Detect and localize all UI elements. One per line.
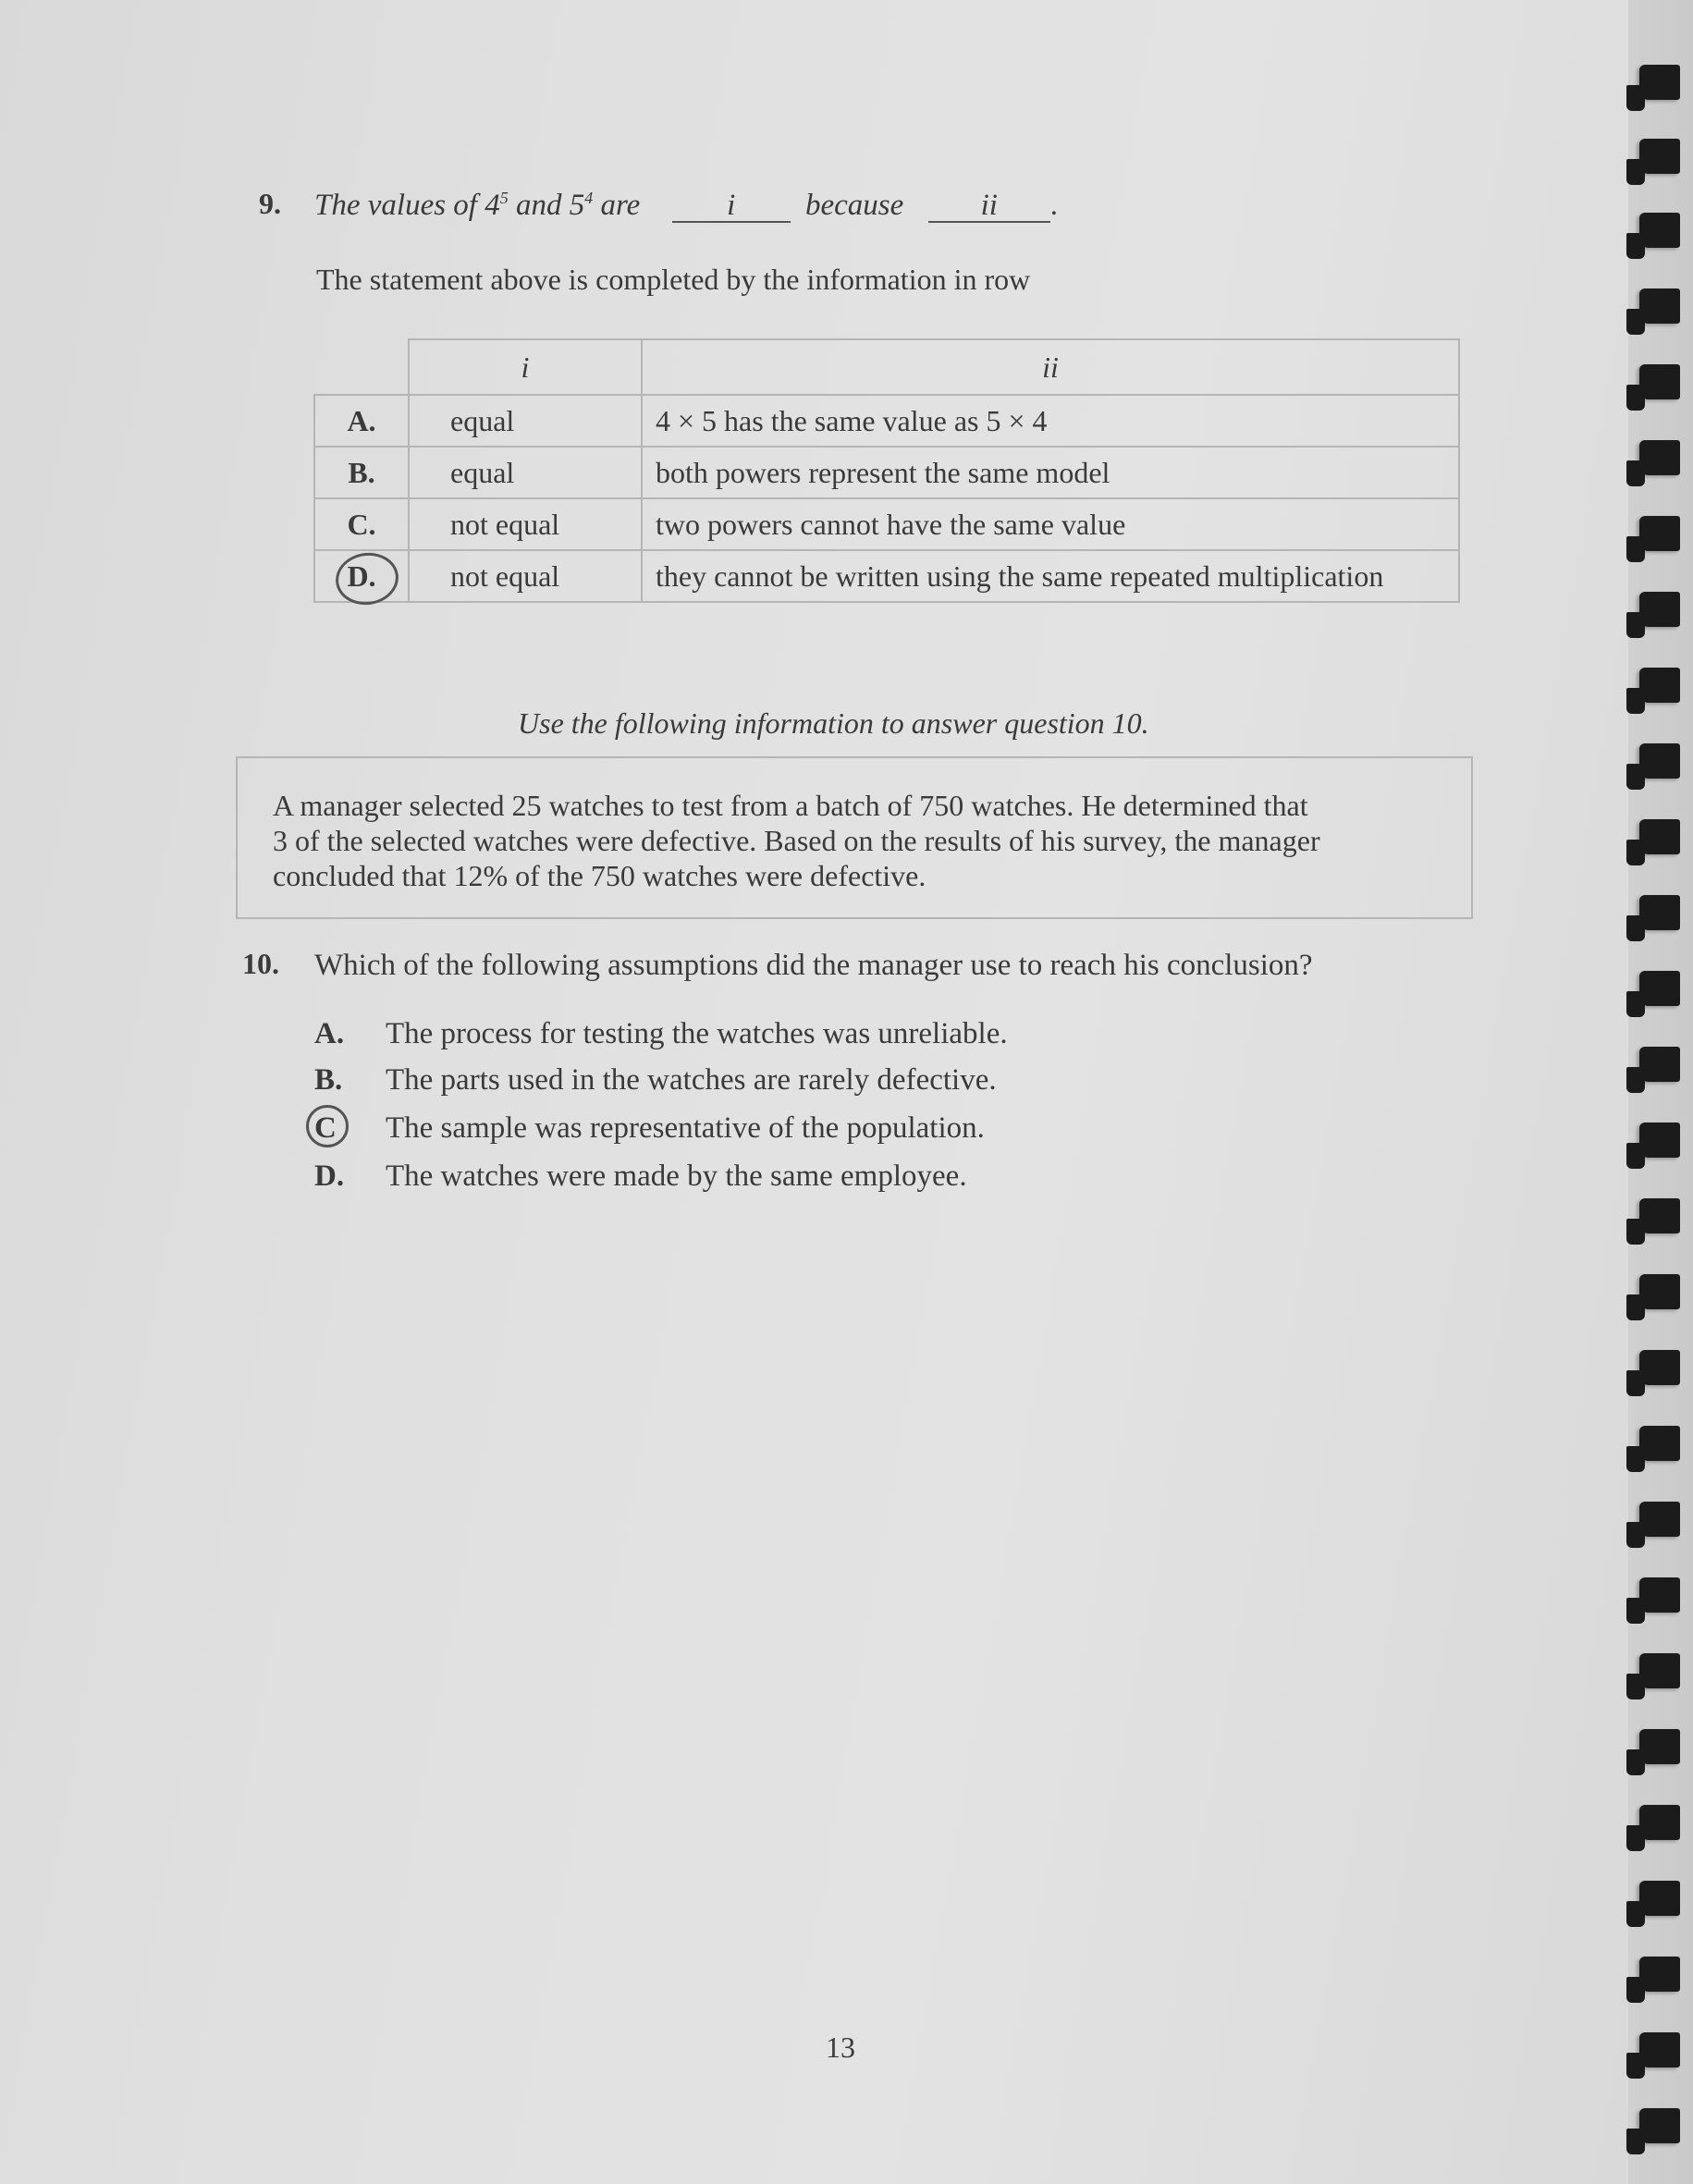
page-number: 13: [826, 2031, 855, 2064]
table-row: [314, 550, 1459, 602]
table-row: [314, 498, 1459, 550]
row-ii: 4 × 5 has the same value as 5 × 4: [642, 395, 1459, 447]
binding-coil: [1639, 895, 1680, 930]
option-text: The sample was representative of the population.: [386, 1111, 985, 1145]
binding-coil: [1639, 668, 1680, 703]
question-9-number: 9.: [259, 187, 281, 220]
binding-coil: [1639, 65, 1680, 100]
binding-coil: [1639, 1274, 1680, 1309]
option-letter: A.: [314, 1017, 345, 1050]
binding-coil: [1639, 1729, 1680, 1764]
stem-text: and 5: [508, 189, 585, 222]
binding-coil: [1639, 213, 1680, 248]
binding-coil: [1639, 1350, 1680, 1385]
row-letter: B.: [314, 447, 409, 498]
binding-coil: [1639, 1047, 1680, 1082]
info-box: [236, 756, 1473, 919]
header-i: i: [409, 339, 642, 395]
table-header-row: [314, 339, 1459, 395]
binding-coil: [1639, 1653, 1680, 1688]
binding-coil: [1639, 1957, 1680, 1992]
because-text: because: [797, 189, 912, 222]
binding-coil: [1639, 743, 1680, 779]
corner-cell: [314, 339, 409, 395]
table-row: [314, 395, 1459, 447]
handwritten-circle-mark: [306, 1105, 349, 1147]
binding-coil: [1639, 1805, 1680, 1840]
stem-text: The values of 4: [314, 189, 500, 222]
question-9-instruction: The statement above is completed by the information in row: [316, 263, 1031, 296]
binding-coil: [1639, 1881, 1680, 1916]
binding-coil: [1639, 288, 1680, 324]
row-ii: they cannot be written using the same repeated multiplication: [642, 550, 1459, 602]
option-letter: D.: [314, 1159, 345, 1193]
row-i: not equal: [409, 550, 642, 602]
row-letter: A.: [314, 395, 409, 447]
row-i: not equal: [409, 498, 642, 550]
option-text: The process for testing the watches was unreliable.: [386, 1017, 1008, 1050]
blank-i: i: [672, 190, 791, 223]
binding-coil: [1639, 592, 1680, 627]
binding-coil: [1639, 1123, 1680, 1158]
binding-coil: [1639, 2108, 1680, 2143]
question-10-number: 10.: [242, 947, 279, 980]
binding-coil: [1639, 1198, 1680, 1233]
option-letter-circled: [314, 1111, 386, 1146]
stem-text: are: [593, 189, 648, 222]
option-a: [314, 1017, 1008, 1051]
handwritten-circle-mark: [332, 549, 401, 609]
row-letter: C.: [314, 498, 409, 550]
table-row: [314, 447, 1459, 498]
binding-coil: [1639, 1502, 1680, 1537]
option-c: [314, 1111, 985, 1146]
option-d: [314, 1159, 967, 1194]
info-line: concluded that 12% of the 750 watches were defective.: [273, 859, 926, 892]
question-10-stem: Which of the following assumptions did the manager use to reach his conclusion?: [314, 949, 1313, 982]
header-ii: ii: [642, 339, 1459, 395]
info-heading: Use the following information to answer question 10.: [518, 706, 1149, 740]
binding-coil: [1639, 2032, 1680, 2067]
binding-coil: [1639, 440, 1680, 475]
period: .: [1049, 189, 1059, 222]
row-letter-circled: [314, 550, 409, 602]
option-letter: B.: [314, 1063, 343, 1097]
binding-coil: [1639, 516, 1680, 551]
binding-coil: [1639, 139, 1680, 174]
info-line: 3 of the selected watches were defective. Based on the results of his survey, the manager: [273, 824, 1320, 857]
spiral-binding: [1628, 0, 1693, 2184]
answer-table: [313, 338, 1460, 603]
row-i: equal: [409, 447, 642, 498]
option-b: [314, 1063, 997, 1098]
option-letter: C: [314, 1111, 337, 1145]
question-9-stem: [314, 189, 1058, 223]
binding-coil: [1639, 1426, 1680, 1461]
row-ii: two powers cannot have the same value: [642, 498, 1459, 550]
exponent: 5: [499, 189, 509, 207]
row-i: equal: [409, 395, 642, 447]
row-ii: both powers represent the same model: [642, 447, 1459, 498]
binding-coil: [1639, 971, 1680, 1006]
exponent: 4: [584, 189, 594, 207]
binding-coil: [1639, 819, 1680, 854]
binding-coil: [1639, 364, 1680, 399]
blank-ii: ii: [928, 190, 1050, 223]
row-letter: D.: [347, 558, 376, 593]
binding-coil: [1639, 1577, 1680, 1613]
option-text: The watches were made by the same employee.: [386, 1159, 967, 1193]
info-line: A manager selected 25 watches to test from a batch of 750 watches. He determined that: [273, 789, 1308, 822]
option-text: The parts used in the watches are rarely defective.: [386, 1063, 997, 1097]
